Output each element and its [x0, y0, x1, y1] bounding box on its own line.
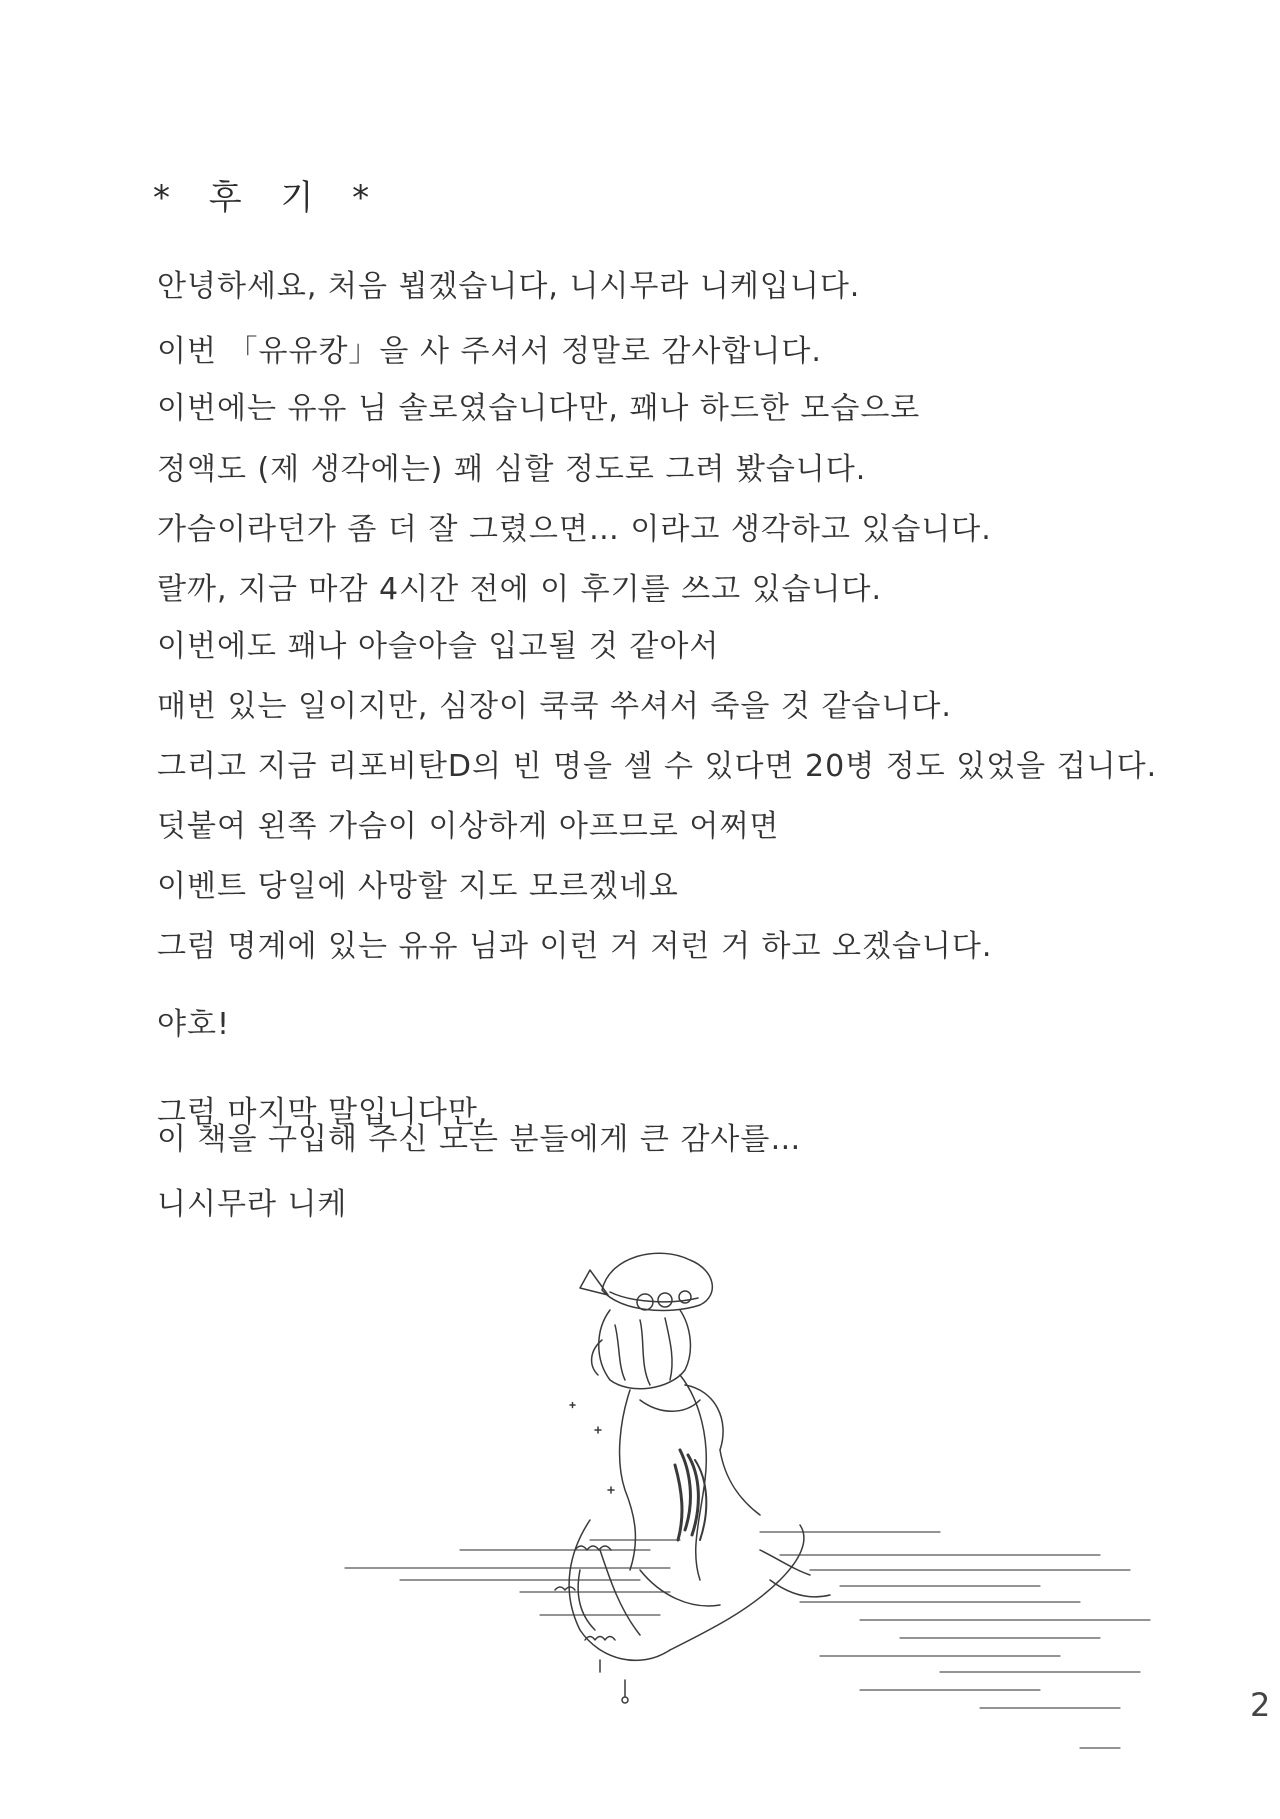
- text-line: 랄까, 지금 마감 4시간 전에 이 후기를 쓰고 있습니다.: [157, 572, 883, 607]
- text-line: 매번 있는 일이지만, 심장이 쿡쿡 쑤셔서 죽을 것 같습니다.: [157, 689, 952, 724]
- text-line: 덧붙여 왼쪽 가슴이 이상하게 아프므로 어쩌면: [157, 809, 780, 844]
- signature: 니시무라 니케: [157, 1187, 348, 1222]
- text-line: 안녕하세요, 처음 뵙겠습니다, 니시무라 니케입니다.: [157, 269, 861, 304]
- text-line: 이번 「유유캉」을 사 주셔서 정말로 감사합니다.: [157, 334, 822, 369]
- text-line: 정액도 (제 생각에는) 꽤 심할 정도로 그려 봤습니다.: [157, 452, 867, 487]
- text-line: 이번에도 꽤나 아슬아슬 입고될 것 같아서: [157, 629, 720, 664]
- closing-line: 이 책을 구입해 주신 모든 분들에게 큰 감사를…: [157, 1122, 802, 1157]
- text-line: 그럼 명계에 있는 유유 님과 이런 거 저런 거 하고 오겠습니다.: [157, 929, 993, 964]
- sketch-illustration: [340, 1250, 1160, 1810]
- page-number: 2: [1250, 1686, 1271, 1724]
- text-line: 그리고 지금 리포비탄D의 빈 명을 셀 수 있다면 20병 정도 있었을 겁니다.: [157, 749, 1158, 784]
- text-line: 가슴이라던가 좀 더 잘 그렸으면… 이라고 생각하고 있습니다.: [157, 512, 992, 547]
- text-line: 이벤트 당일에 사망할 지도 모르겠네요: [157, 869, 679, 904]
- page-title: * 후 기 *: [153, 178, 384, 218]
- text-line: 이번에는 유유 님 솔로였습니다만, 꽤나 하드한 모습으로: [157, 391, 921, 426]
- exclamation-text: 야호!: [157, 1007, 230, 1042]
- closing-line: 그럼 마지막 말입니다만,: [157, 1095, 489, 1130]
